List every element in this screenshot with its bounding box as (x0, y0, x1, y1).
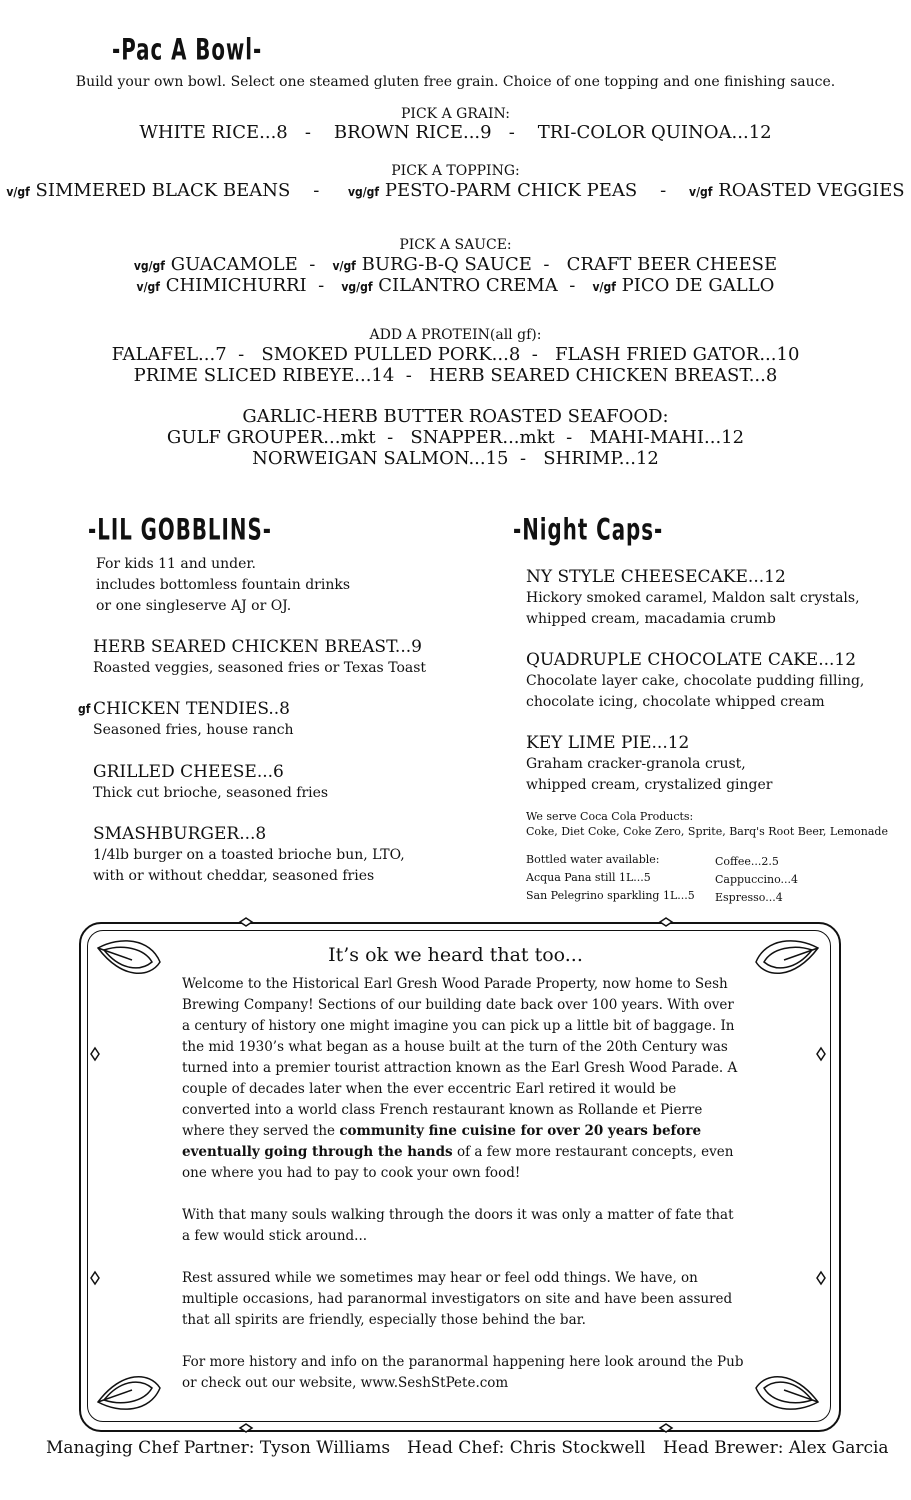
topping-veggies: ROASTED VEGGIES (718, 180, 905, 201)
diamond-ornament-icon (660, 1424, 672, 1432)
dessert-item-desc: Chocolate layer cake, chocolate pudding filling, (526, 673, 865, 689)
grain-list: WHITE RICE...8 - BROWN RICE...9 - TRI-COLOR QUINOA...12 (139, 122, 772, 143)
story-text-bold: community fine cuisine for over 20 years before eventually going through the hands (182, 1123, 702, 1160)
seafood-row-1: GULF GROUPER...mkt - SNAPPER...mkt - MAHI-MAHI...12 (166, 427, 745, 448)
topping-black-beans: SIMMERED BLACK BEANS (35, 180, 291, 201)
protein-pulled-pork: SMOKED PULLED PORK...8 (261, 344, 521, 365)
story-paragraph: Rest assured while we sometimes may hear or feel odd things. We have, on multiple occasions, had paranormal investigators on site and have been assured that all spirits are friendly, especially those behind the bar. (182, 1270, 733, 1328)
protein-gator: FLASH FRIED GATOR...10 (554, 344, 800, 365)
diamond-ornament-icon (660, 918, 672, 926)
sauce-chimichurri: CHIMICHURRI (165, 275, 307, 296)
espresso: Espresso...4 (715, 891, 783, 904)
diet-tag: vg/gf (347, 185, 380, 199)
kids-intro-line-1: For kids 11 and under. (96, 556, 257, 572)
sauce-guacamole: GUACAMOLE (170, 254, 298, 275)
sauce-pico: PICO DE GALLO (621, 275, 775, 296)
diamond-ornament-icon (91, 1272, 99, 1284)
seafood-shrimp: SHRIMP...12 (543, 448, 659, 469)
cappuccino: Cappuccino...4 (715, 873, 798, 886)
dessert-item-desc: whipped cream, macadamia crumb (526, 611, 776, 627)
seafood-snapper: SNAPPER...mkt (410, 427, 555, 448)
kids-item-name: GRILLED CHEESE...6 (93, 762, 284, 782)
pac-a-bowl-intro: Build your own bowl. Select one steamed gluten free grain. Choice of one topping and one finishing sauce. (75, 74, 836, 90)
protein-row-2: PRIME SLICED RIBEYE...14 - HERB SEARED CHICKEN BREAST...8 (133, 365, 778, 386)
kids-item-desc: Thick cut brioche, seasoned fries (93, 785, 329, 801)
head-brewer: Head Brewer: Alex Garcia (663, 1438, 889, 1458)
story-paragraph (182, 974, 744, 1184)
leaf-ornament-icon (756, 1377, 818, 1409)
dessert-item-name: NY STYLE CHEESECAKE...12 (526, 567, 786, 587)
grain-quinoa: TRI-COLOR QUINOA...12 (537, 122, 772, 143)
dessert-item-desc: whipped cream, crystalized ginger (526, 777, 773, 793)
grain-white-rice: WHITE RICE...8 (139, 122, 288, 143)
sauce-burg-b-q: BURG-B-Q SAUCE (361, 254, 532, 275)
story-paragraph: For more history and info on the paranormal happening here look around the Pub or check out our website, www.SeshStPete.com (182, 1354, 744, 1391)
leaf-ornament-icon (98, 1377, 160, 1409)
kids-item-name: HERB SEARED CHICKEN BREAST...9 (93, 637, 422, 657)
water-still: Acqua Pana still 1L...5 (526, 871, 651, 884)
diamond-ornament-icon (817, 1048, 825, 1060)
lil-gobblins-title: -LIL GOBBLINS- (88, 514, 272, 548)
water-heading: Bottled water available: (526, 853, 660, 866)
dessert-item-desc: Graham cracker-granola crust, (526, 756, 746, 772)
diet-tag: v/gf (592, 280, 616, 294)
diet-tag: vg/gf (133, 259, 165, 273)
grain-brown-rice: BROWN RICE...9 (333, 122, 492, 143)
managing-chef: Managing Chef Partner: Tyson Williams (46, 1438, 391, 1458)
story-text: of a few more restaurant concepts, even one where you had to pay to cook your own food! (182, 1144, 734, 1181)
kids-intro-line-2: includes bottomless fountain drinks (96, 577, 351, 593)
seafood-mahi: MAHI-MAHI...12 (589, 427, 745, 448)
coke-line-2: Coke, Diet Coke, Coke Zero, Sprite, Barq's Root Beer, Lemonade (526, 825, 888, 838)
sauce-row-2: v/gf CHIMICHURRI - vg/gf CILANTRO CREMA - v/gf PICO DE GALLO (136, 275, 775, 296)
seafood-heading: GARLIC-HERB BUTTER ROASTED SEAFOOD: (242, 406, 669, 427)
diamond-ornament-icon (240, 1424, 252, 1432)
topping-list: v/gf SIMMERED BLACK BEANS - vg/gf PESTO-PARM CHICK PEAS - v/gf ROASTED VEGGIES (6, 180, 905, 201)
kids-item-desc: Roasted veggies, seasoned fries or Texas Toast (93, 660, 427, 676)
pac-a-bowl-title: -Pac A Bowl- (112, 34, 263, 68)
diet-tag: vg/gf (341, 280, 373, 294)
diet-tag: v/gf (136, 280, 160, 294)
protein-row-1: FALAFEL...7 - SMOKED PULLED PORK...8 - FLASH FRIED GATOR...10 (111, 344, 800, 365)
kids-item-desc: Seasoned fries, house ranch (93, 722, 294, 738)
protein-falafel: FALAFEL...7 (111, 344, 227, 365)
story-text: Welcome to the Historical Earl Gresh Wood Parade Property, now home to Sesh Brewing Company! Sections of our building date back over 100 years. With over a century of history one might imagine you can pick up a little bit of baggage. In the mid 1930’s what began as a house built at the turn of the 20th Century was turned into a premier tourist attraction known as the Earl Gresh Wood Parade. A couple of decades later when the ever eccentric Earl retired it would be converted into a world class French restaurant known as Rollande et Pierre where they served the (182, 976, 738, 1139)
seafood-grouper: GULF GROUPER...mkt (166, 427, 376, 448)
story-body (182, 974, 744, 1394)
water-sparkling: San Pelegrino sparkling 1L...5 (526, 889, 695, 902)
diet-tag: v/gf (332, 259, 356, 273)
diamond-ornament-icon (240, 918, 252, 926)
grain-heading: PICK A GRAIN: (401, 106, 510, 122)
sauce-cilantro-crema: CILANTRO CREMA (378, 275, 558, 296)
protein-chicken: HERB SEARED CHICKEN BREAST...8 (429, 365, 778, 386)
topping-heading: PICK A TOPPING: (391, 163, 520, 179)
kids-item-desc: with or without cheddar, seasoned fries (93, 868, 375, 884)
protein-ribeye: PRIME SLICED RIBEYE...14 (133, 365, 395, 386)
night-caps-title: -Night Caps- (513, 514, 664, 548)
sauce-beer-cheese: CRAFT BEER CHEESE (566, 254, 778, 275)
dessert-item-name: KEY LIME PIE...12 (526, 733, 690, 753)
dessert-item-desc: Hickory smoked caramel, Maldon salt crystals, (526, 590, 860, 606)
story-title: It’s ok we heard that too... (328, 944, 583, 966)
diamond-ornament-icon (817, 1272, 825, 1284)
kids-item-desc: 1/4lb burger on a toasted brioche bun, LTO, (93, 847, 405, 863)
topping-chick-peas: PESTO-PARM CHICK PEAS (384, 180, 638, 201)
seafood-salmon: NORWEIGAN SALMON...15 (252, 448, 509, 469)
head-chef: Head Chef: Chris Stockwell (407, 1438, 646, 1458)
kids-intro-line-3: or one singleserve AJ or OJ. (96, 598, 292, 614)
coffee: Coffee...2.5 (715, 855, 779, 868)
dessert-item-name: QUADRUPLE CHOCOLATE CAKE...12 (526, 650, 857, 670)
coke-line-1: We serve Coca Cola Products: (526, 810, 694, 823)
kids-item-name: SMASHBURGER...8 (93, 824, 267, 844)
story-paragraph: With that many souls walking through the doors it was only a matter of fate that a few would stick around... (182, 1207, 734, 1244)
dessert-item-desc: chocolate icing, chocolate whipped cream (526, 694, 825, 710)
diamond-ornament-icon (91, 1048, 99, 1060)
sauce-heading: PICK A SAUCE: (399, 237, 512, 253)
kids-item-name: CHICKEN TENDIES..8 (93, 699, 290, 719)
diet-tag: v/gf (689, 185, 713, 199)
seafood-row-2: NORWEIGAN SALMON...15 - SHRIMP...12 (252, 448, 659, 469)
gf-tag: gf (78, 702, 91, 716)
sauce-row-1: vg/gf GUACAMOLE - v/gf BURG-B-Q SAUCE - CRAFT BEER CHEESE (133, 254, 778, 275)
diet-tag: v/gf (6, 185, 30, 199)
protein-heading: ADD A PROTEIN(all gf): (369, 327, 542, 343)
